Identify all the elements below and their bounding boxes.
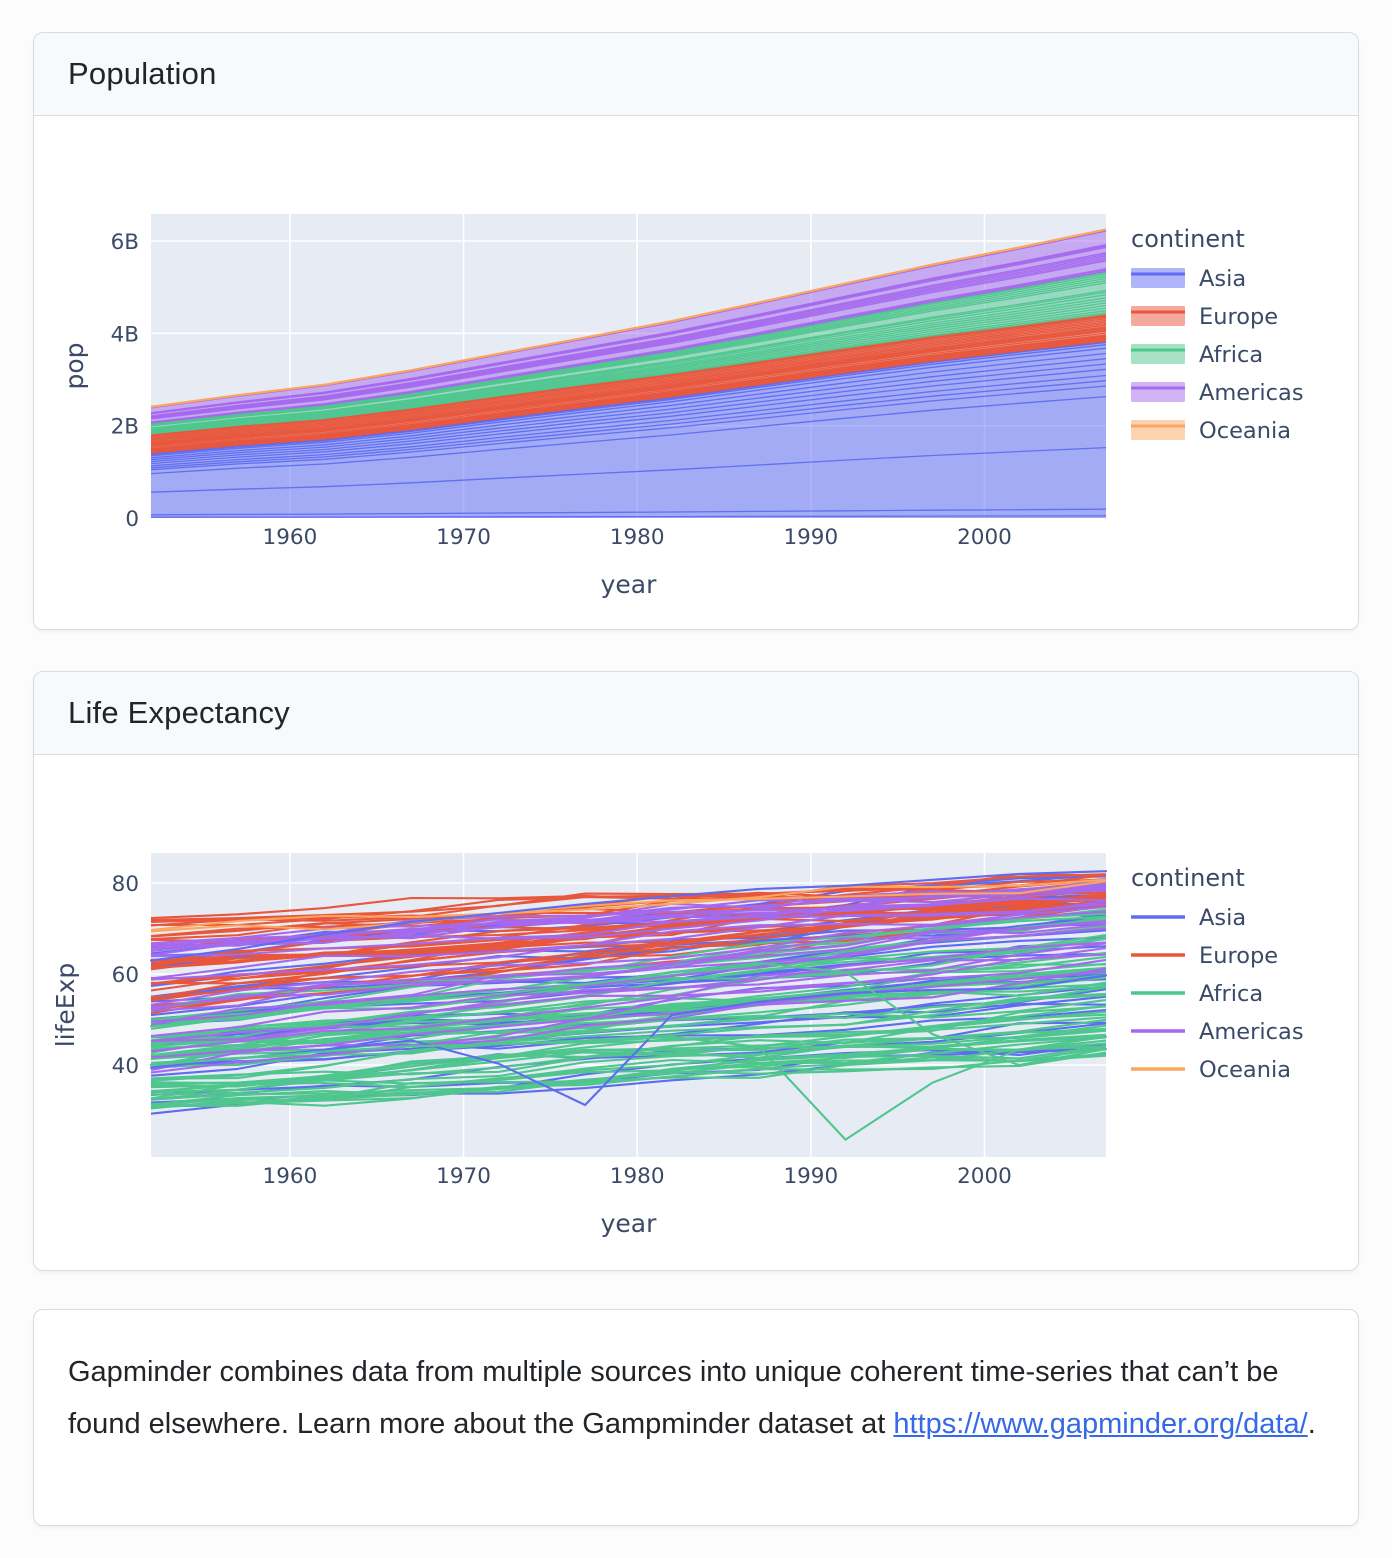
legend-item-africa[interactable] [1131,981,1263,1007]
y-tick-label: 2B [110,414,139,440]
y-axis-title: lifeExp [51,962,80,1048]
legend-swatch-americas [1131,382,1185,402]
description-text-after: . [1307,1408,1316,1440]
x-tick-label: 1960 [262,1164,318,1189]
x-tick-label: 2000 [957,525,1012,550]
life-expectancy-card-header [34,672,1358,755]
population-chart[interactable] [34,116,1358,629]
x-tick-label: 1960 [262,525,318,550]
legend-swatch-europe [1131,306,1185,326]
legend-swatch-africa [1131,344,1185,364]
legend-item-americas[interactable] [1131,380,1304,406]
legend-title: continent [1131,864,1245,892]
y-axis-title: pop [60,342,89,390]
legend-label: Americas [1199,1019,1304,1045]
legend-label: Europe [1199,943,1279,969]
legend-label: Oceania [1199,1057,1292,1083]
x-tick-label: 1990 [783,1164,839,1189]
legend-label: Americas [1199,380,1304,406]
legend-item-europe[interactable] [1131,304,1278,330]
legend-swatch-oceania [1131,420,1185,440]
x-tick-label: 1970 [436,1164,491,1189]
y-tick-label: 80 [111,872,139,897]
legend-label: Asia [1199,905,1247,931]
life-expectancy-chart[interactable] [34,755,1358,1271]
legend-item-oceania[interactable] [1131,1057,1291,1083]
y-tick-label: 6B [110,230,139,255]
legend-item-africa[interactable] [1131,342,1263,368]
life-expectancy-card [33,671,1359,1271]
x-axis-title: year [600,570,657,599]
legend-item-asia[interactable] [1131,266,1246,292]
description-card [33,1309,1359,1526]
x-tick-label: 1980 [609,1164,665,1189]
legend-item-oceania[interactable] [1131,418,1291,444]
legend-swatch-asia [1131,268,1185,288]
legend-item-europe[interactable] [1131,943,1278,969]
y-tick-label: 0 [125,507,139,532]
y-tick-label: 4B [110,322,139,348]
description-text [68,1346,1324,1450]
legend-item-americas[interactable] [1131,1019,1304,1045]
population-card-header [34,33,1358,116]
legend-label: Europe [1199,304,1279,330]
x-tick-label: 1970 [436,525,491,550]
legend-label: Africa [1199,342,1264,368]
legend-label: Africa [1199,981,1264,1007]
x-tick-label: 2000 [957,1164,1012,1189]
life-expectancy-chart-canvas[interactable] [34,755,1358,1271]
x-tick-label: 1990 [783,525,839,550]
legend-label: Asia [1199,266,1247,292]
legend-title: continent [1131,225,1245,253]
y-tick-label: 60 [111,963,139,988]
description-text-before: Gapminder combines data from multiple sources into unique coherent time-series that can’t be found elsewhere. Learn more about the Gampminder dataset at [68,1356,1279,1440]
population-card [33,32,1359,630]
life-expectancy-card-title: Life Expectancy [68,695,290,730]
y-tick-label: 40 [111,1054,139,1079]
population-chart-canvas[interactable] [34,116,1358,629]
legend-label: Oceania [1199,418,1292,444]
x-axis-title: year [600,1209,657,1238]
population-card-title: Population [68,56,217,91]
legend-item-asia[interactable] [1131,905,1246,931]
gapminder-data-link[interactable]: https://www.gapminder.org/data/ [893,1408,1308,1440]
x-tick-label: 1980 [609,525,665,550]
